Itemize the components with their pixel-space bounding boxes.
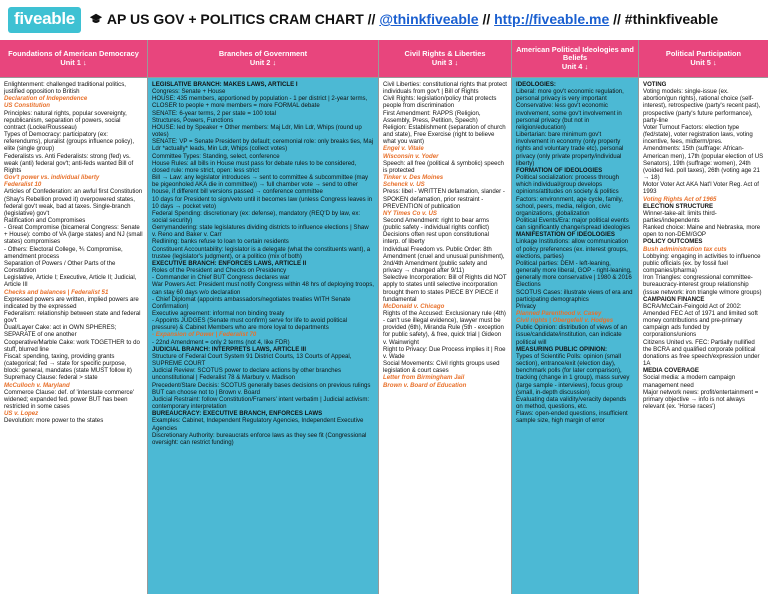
- chart-line: McDonald v. Chicago: [383, 302, 445, 310]
- chart-line: CAMPAIGN FINANCE: [643, 295, 705, 303]
- column-body: [148, 78, 378, 594]
- chart-line: Citizens United vs. FEC: Partially nullified the BCRA and qualified corporate political donations as free speech/expression under 1A: [643, 338, 760, 368]
- chart-line: Devolution: more power to the states: [4, 417, 104, 425]
- chart-line: Precedent/Stare Decisis: SCOTUS generally bases decisions on previous rulings BUT can choose not to | Brown v. Board: [152, 381, 371, 396]
- chart-line: Right to Privacy: Due Process implies it | Roe v. Wade: [383, 345, 506, 360]
- chart-line: Declaration of Independence: [4, 95, 88, 103]
- chart-line: War Powers Act: President must notify Congress within 48 hrs of deploying troops, can stay 60 days w/o declaration: [152, 281, 374, 296]
- chart-line: VOTING: [643, 81, 667, 88]
- chart-line: Redlining: banks refuse to loan to certain residents: [152, 238, 289, 246]
- column-title: Civil Rights & Liberties: [404, 49, 486, 59]
- chart-line: Roles of the President and Checks on Presidency: [152, 267, 287, 275]
- chart-line: Iron Triangles: congressional committee-bureaucracy-interest group relationship (issue network: iron triangle w/more groups): [643, 274, 762, 296]
- chart-line: Judicial Review: SCOTUS power to declare actions by other branches unconstitutional | Federalist 78 & Marbury v. Madison: [152, 367, 341, 382]
- chart-line: Bill → Law: any legislator introduces → sent to committee & subcommittee (may be pigeonholed AKA die in committee)) → full chamber vote → send to other house, if different bill versions passed → conference committee: [152, 174, 369, 196]
- twitter-handle-link[interactable]: @thinkfiveable: [379, 11, 479, 27]
- chart-line: Motor Voter Act AKA Nat'l Voter Reg. Act of 1993: [643, 181, 759, 196]
- header-bar: [0, 0, 768, 38]
- chart-line: Rights of the Accused: Exclusionary rule (4th) - can't use illegal evidence), lawyer must be provided (6th), Miranda Rule (5th - exception for public safety), & free, quick trial | Gideon v. Wainwright: [383, 310, 506, 346]
- unit-label: Unit 5 ↓: [690, 57, 717, 67]
- chart-line: - Others: Electoral College, ⅗ Compromise, amendment process: [4, 245, 123, 260]
- chart-line: - 22nd Amendment = only 2 terms (not 4, like FDR): [152, 338, 290, 346]
- chart-line: Civil Rights: legislation/policy that protects people from discrimination: [383, 95, 497, 110]
- cram-chart-table: [0, 40, 768, 594]
- chart-line: Political Events/Era: major political events can significantly change/spread ideologies: [516, 216, 631, 232]
- chart-line: Ranked choice: Maine and Nebraska, more open to non-DEM/GOP: [643, 224, 761, 239]
- chart-line: Bush administration tax cuts: [643, 245, 727, 253]
- chart-title: [107, 11, 718, 27]
- chart-line: Engel v. Vitale: [383, 145, 424, 153]
- chart-line: Fiscal: spending, taxing, providing grants (categorical; fed → state for specific purpose, block: general, mandates (state MUST follow it): [4, 352, 132, 375]
- chart-line: Principles: natural rights, popular sovereignty, republicanism, separation of powers, social contract (Locke/Rousseau): [4, 109, 127, 131]
- chart-line: Congress: Senate + House: [152, 88, 226, 96]
- chart-line: Executive agreement: informal non binding treaty: [152, 310, 285, 317]
- column-header: [379, 40, 511, 78]
- chart-line: MANIFESTATION OF IDEOLOGIES: [516, 231, 615, 239]
- chart-line: Tinker v. Des Moines: [383, 174, 444, 182]
- chart-line: Public Opinion: distribution of views of an issue/candidate/institution, can indicate political will: [516, 324, 628, 346]
- column-body: [379, 78, 511, 392]
- chart-line: US Constitution: [4, 102, 51, 110]
- chart-line: FORMATION OF IDEOLOGIES: [516, 166, 603, 174]
- chart-line: BUREAUCRACY: EXECUTIVE BRANCH, ENFORCES LAWS: [152, 410, 323, 418]
- chart-line: Winner-take-all: limits third-parties/independents: [643, 209, 717, 224]
- chart-line: Planned Parenthood v. Casey: [516, 310, 602, 317]
- chart-line: Social media: a modern campaign management need: [643, 374, 736, 389]
- chart-line: Legislative, Article I; Executive, Article II; Judicial, Article III: [4, 274, 137, 289]
- chart-line: Second Amendment: right to bear arms (public safety - individual rights conflict): [383, 216, 490, 232]
- chart-line: Individual Freedom vs. Public Order: 8th Amendment (cruel and unusual punishment), 2nd/4th Amendment (public safety and privacy → changed after 9/11): [383, 245, 505, 275]
- chart-line: Amendments: 15th (suffrage: African-American men), 17th (popular election of US Senators), 19th (suffrage: women), 24th (voided fed. poll taxes), 26th (voting age 21 → 18): [643, 145, 764, 182]
- column-unit-2: [148, 40, 379, 594]
- chart-line: HOUSE: led by Speaker + Other members: Maj Ldr, Min Ldr, Whips (round up votes): [152, 123, 362, 139]
- chart-line: Religion: Establishment (separation of church and state), Free Exercise (right to believe what you want): [383, 123, 506, 146]
- column-body: [512, 78, 638, 594]
- chart-line: Examples: Cabinet, Independent Regulatory Agencies, Independent Executive Agencies: [152, 417, 364, 432]
- chart-line: EXECUTIVE BRANCH: ENFORCES LAWS, ARTICLE II: [152, 259, 307, 267]
- chart-line: Voting Rights Act of 1965: [643, 195, 717, 203]
- chart-line: SCOTUS Cases: illustrate views of era and participating demographics: [516, 288, 633, 303]
- fiveable-logo[interactable]: fiveable: [8, 7, 81, 33]
- chart-line: Linkage Institutions: allow communication of policy preferences (ex. interest groups, elections, parties): [516, 238, 629, 260]
- chart-line: Factors: environment, age cycle, family, school, peers, media, religion, civic organizations, globalization: [516, 195, 623, 217]
- column-header: [639, 40, 768, 78]
- chart-line: Types of Scientific Polls: opinion (small section), entrance/exit (election day), benchmark polls (for later comparison), tracking (change in 1 group), mass survey (large sample - interviews), focus group (small, in-depth discussion): [516, 352, 630, 396]
- chart-line: Schenck v. US: [383, 181, 425, 189]
- chart-line: IDEOLOGIES:: [516, 81, 556, 88]
- column-unit-5: [639, 40, 768, 594]
- graduation-cap-icon: [89, 12, 103, 26]
- chart-line: US v. Lopez: [4, 410, 39, 418]
- chart-line: McCulloch v. Maryland: [4, 381, 70, 389]
- chart-line: Flaws: open-ended questions, insufficient sample size, high margin of error: [516, 410, 628, 425]
- chart-line: - Appoints JUDGES (Senate must confirm) serve for life to avoid political pressure) & Cabinet Members who are more loyal to departments: [152, 317, 348, 332]
- chart-line: Brown v. Board of Education: [383, 381, 467, 389]
- column-unit-1: [0, 40, 148, 594]
- chart-line: Gerrymandering: state legislatures dividing districts to influence elections | Shaw v. Reno and Baker v. Carr: [152, 224, 369, 239]
- chart-line: Structure of Federal Court System 91 District Courts, 13 Courts of Appeal, SUPREME COURT: [152, 352, 352, 368]
- chart-line: SENATE: 6-year terms, 2 per state = 100 total: [152, 109, 277, 117]
- hashtag-text: // #thinkfiveable: [613, 11, 719, 27]
- chart-line: Evaluating data validity/veracity depends on method, questions, etc.: [516, 395, 627, 411]
- chart-line: First Amendment: RAPPS (Religion, Assembly, Press, Petition, Speech): [383, 109, 481, 124]
- chart-line: Press: libel - WRITTEN defamation, slander - SPOKEN defamation, prior restraint - PREVENTION of publication: [383, 188, 505, 210]
- chart-line: Separation of Powers / Other Parts of the Constitution: [4, 259, 116, 275]
- chart-line: MEASURING PUBLIC OPINION:: [516, 345, 608, 353]
- chart-line: LEGISLATIVE BRANCH: MAKES LAWS, ARTICLE I: [152, 81, 298, 88]
- chart-line: Expressed powers are written, implied powers are indicated by the expressed: [4, 295, 139, 310]
- chart-line: Political parties: DEM - left-leaning, generally more liberal, GOP - right-leaning, generally more conservative | 1980 & 2016 Elections: [516, 259, 632, 289]
- column-title: Foundations of American Democracy: [8, 49, 139, 59]
- chart-line: - Great Compromise (bicameral Congress: Senate + House): combo of VA (large states) and NJ (small states) compromises: [4, 224, 143, 246]
- column-header: [148, 40, 378, 78]
- chart-line: JUDICIAL BRANCH: INTERPRETS LAWS, ARTICLE III: [152, 345, 307, 353]
- title-separator: //: [482, 11, 491, 27]
- chart-line: Dual/Layer Cake: act in OWN SPHERES; SEPARATE of one another: [4, 324, 117, 339]
- unit-label: Unit 4 ↓: [561, 61, 589, 71]
- chart-line: Conservative: less gov't economic involvement, some gov't involvement in personal privacy (but not in religion/education): [516, 102, 622, 131]
- chart-line: - Commander in Chief BUT Congress declares war: [152, 274, 290, 282]
- column-body: [639, 78, 768, 413]
- chart-line: Constituent Accountability: legislator is a delegate (what the constituents want), a trustee (legislator's judgment), or a politico (mix of both): [152, 245, 371, 260]
- chart-line: Federalists vs. Anti Federalists: strong (fed) vs. weak (anti) federal gov't; anti-feds wanted Bill of Rights: [4, 152, 134, 174]
- chart-line: 10 days for President to sign/veto until it becomes law (unless Congress leaves in 10 days → pocket veto): [152, 195, 373, 210]
- chart-line: Political socialization: process through which individual/group develops opinions/attitudes on society & politics: [516, 174, 619, 196]
- chart-line: MEDIA COVERAGE: [643, 367, 699, 375]
- chart-line: Commerce Clause: def. of 'interstate commerce' widened; expanded fed. power BUT has been restricted in some cases: [4, 388, 135, 411]
- chart-line: BCRA/McCain-Feingold Act of 2002: Amended FEC Act of 1971 and limited soft money contributions and pre-primary campaign ads funded by corporations/unions: [643, 302, 758, 339]
- chart-line: Voter Turnout Factors: election type (fed/state), voter registration laws, voting incentive, fees, midterm/pres.: [643, 123, 753, 146]
- chart-line: Decisions often rest upon constitutional interp. of liberty: [383, 231, 490, 246]
- chart-line: ELECTION STRUCTURE: [643, 202, 714, 210]
- column-title: American Political Ideologies and Beliefs: [516, 44, 634, 63]
- chart-line: - Expansion of Power | Federalist 70: [152, 331, 257, 339]
- chart-line: Civil rights | Obergefell v. Hodges: [516, 317, 614, 325]
- column-unit-4: [512, 40, 639, 594]
- unit-label: Unit 1 ↓: [60, 57, 87, 67]
- chart-line: Libertarian: bare minimum gov't involvement in economy (only property rights and voluntary trade etc), personal privacy (only private property/individual liberty): [516, 131, 624, 167]
- chart-line: Structures, Powers, Functions: [152, 116, 234, 124]
- chart-line: Committee Types: Standing, select, conference: [152, 152, 280, 160]
- chart-line: Privacy: [516, 302, 536, 310]
- chart-line: Federal Spending: discretionary (ex: defense), mandatory (REQ'D by law, ex: social security): [152, 209, 361, 224]
- chart-line: NY Times Co v. US: [383, 209, 437, 217]
- chart-line: Wisconsin v. Yoder: [383, 152, 439, 160]
- chart-line: Liberal: more gov't economic regulation, personal privacy is very important: [516, 88, 624, 103]
- chart-line: Selective Incorporation: Bill of Rights did NOT apply to states until selective incorporation brought them to states PIECE BY PIECE if fundamental: [383, 274, 507, 303]
- chart-line: SENATE: VP = Senate President by default; ceremonial role: only breaks ties, Maj Ldr *actually* leads, Min Ldr, Whips (collect votes): [152, 138, 374, 153]
- column-title: Political Participation: [665, 49, 742, 59]
- chart-line: Judicial Restraint: follow Constitution/Framers' intent verbatim | Judicial activism: contemporary interpretation: [152, 395, 370, 411]
- chart-line: Voting models: single-issue (ex. abortion/gun rights), rational choice (self-interest), retrospective (party's recent past), prospective (party's future performance), party-line: [643, 88, 761, 124]
- chart-line: POLICY OUTCOMES: [643, 238, 703, 246]
- unit-label: Unit 3 ↓: [431, 57, 459, 67]
- chart-line: Lobbying: engaging in activities to influence public officials (ex. by fossil fuel companies/pharma): [643, 252, 761, 275]
- chart-line: Enlightenment: challenged traditional politics, justified opposition to British: [4, 81, 126, 96]
- chart-line: Checks and balances | Federalist 51: [4, 288, 109, 296]
- chart-line: Speech: all free (political & symbolic) speech is protected: [383, 159, 504, 174]
- column-header: [0, 40, 147, 78]
- column-unit-3: [379, 40, 512, 594]
- title-text: AP US GOV + POLITICS CRAM CHART //: [106, 11, 376, 27]
- chart-line: Discretionary Authority: bureaucrats enforce laws as they see fit (Congressional oversight: can restrict funding): [152, 431, 367, 446]
- chart-line: Supremacy Clause: federal > state: [4, 374, 98, 382]
- chart-line: HOUSE: 435 members, apportioned by population - 1 per district | 2-year terms, CLOSER to people + more members = more FORMAL debate: [152, 95, 368, 110]
- chart-line: - Chief Diplomat (appoints ambassadors/negotiates treaties WITH Senate Confirmation): [152, 295, 351, 310]
- chart-line: Types of Democracy: participatory (ex: referendums), pluralist (groups influence policy), elite (single group): [4, 131, 135, 153]
- chart-line: House Rules: all bills in House must pass for debate rules to be considered, closed rule: more strict, open: less strict: [152, 159, 357, 174]
- chart-line: Federalism: relationship between state and federal gov't: [4, 310, 141, 325]
- column-body: [0, 78, 147, 428]
- chart-line: Articles of Confederation: an awful first Constitution (Shay's Rebellion proved it) overpowered states, federal gov't weak, bad at taxes. Single-branch (legislative) gov't: [4, 188, 143, 217]
- chart-line: Gov't power vs. individual liberty: [4, 174, 100, 182]
- unit-label: Unit 2 ↓: [249, 57, 277, 67]
- chart-line: Ratification and Compromises: [4, 216, 86, 224]
- chart-line: Civil Liberties: constitutional rights that protect individuals from gov't | Bill of Rights: [383, 81, 507, 96]
- chart-line: Major network news: profit/entertainment = primary objective → info is not always relevant (ex. 'Horse races'): [643, 388, 759, 411]
- website-link[interactable]: http://fiveable.me: [494, 11, 610, 27]
- column-header: [512, 40, 638, 78]
- column-title: Branches of Government: [218, 49, 308, 59]
- chart-line: Federalist 10: [4, 181, 42, 189]
- chart-line: Cooperative/Marble Cake: work TOGETHER to do stuff, blurred line: [4, 338, 140, 353]
- chart-line: Social Movements: Civil rights groups used legislation & court cases: [383, 360, 500, 375]
- chart-line: Letter from Birmingham Jail: [383, 374, 465, 382]
